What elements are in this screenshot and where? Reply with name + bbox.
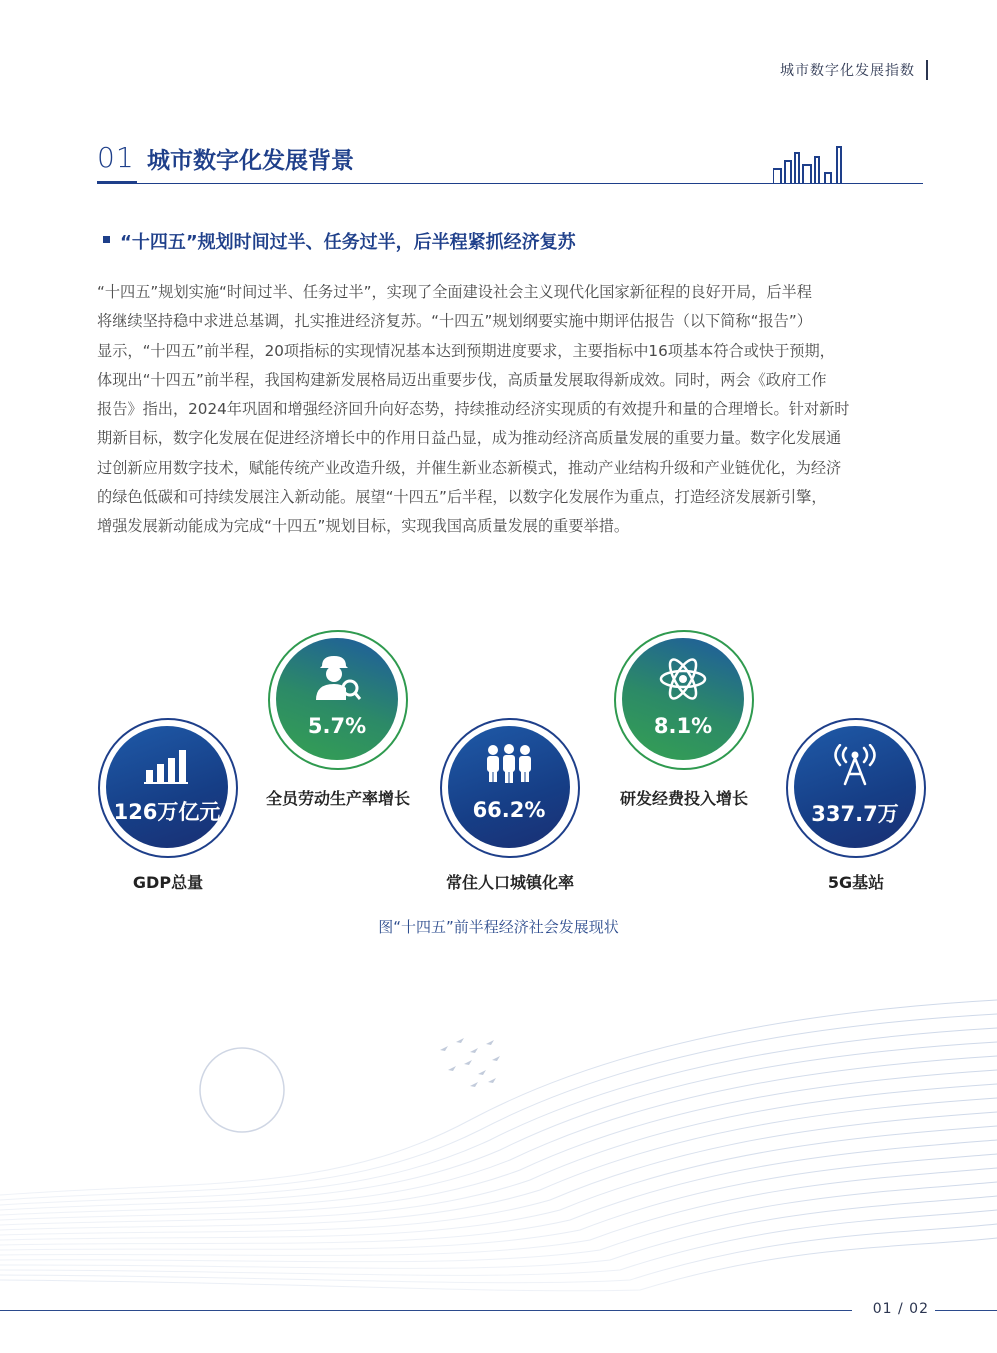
birds-icon (440, 1038, 500, 1087)
stat-value: 8.1% (653, 714, 713, 738)
paragraph-line: 体现出“十四五”前半程，我国构建新发展格局迈出重要步伐，高质量发展取得新成效。同时，两会《政府工作 (97, 370, 827, 389)
stat-value: 337.7万 (811, 802, 899, 826)
antenna-icon (831, 744, 879, 786)
paragraph-line: 的绿色低碳和可持续发展注入新动能。展望“十四五”后半程，以数字化发展作为重点，打造经济发展新引擎， (97, 488, 827, 507)
paragraph-line: 过创新应用数字技术，赋能传统产业改造升级，并催生新业态新模式，推动产业结构升级和产业链优化，为经济 (97, 458, 842, 477)
subheading: “十四五”规划时间过半、任务过半，后半程紧抓经济复苏 (120, 232, 576, 253)
sun-outline-icon (200, 1048, 284, 1132)
stat-label: 5G基站 (827, 873, 885, 892)
paragraph-line: 显示，“十四五”前半程，20项指标的实现情况基本达到预期进度要求，主要指标中16项基本符合或快于预期， (97, 341, 835, 360)
stat-label: 全员劳动生产率增长 (265, 789, 410, 808)
city-skyline-icon (773, 143, 843, 185)
stat-circle-rnd (622, 638, 744, 760)
worker-search-icon (312, 654, 362, 702)
stat-circle-5g (794, 726, 916, 848)
stat-circle-productivity (276, 638, 398, 760)
decorative-wave-background (0, 990, 997, 1310)
header-divider (926, 60, 928, 80)
stat-label: GDP总量 (132, 873, 204, 892)
figure-caption: 图“十四五”前半程经济社会发展现状 (378, 918, 619, 936)
footer-line (0, 1310, 852, 1311)
section-title: 城市数字化发展背景 (147, 148, 354, 174)
section-number: 01 (97, 141, 135, 174)
subheading-bullet (103, 236, 110, 243)
atom-icon (658, 654, 708, 704)
paragraph-line: “十四五”规划实施“时间过半、任务过半”，实现了全面建设社会主义现代化国家新征程的良好开局，后半程 (97, 283, 812, 301)
stat-value: 126万亿元 (113, 800, 221, 824)
people-group-icon (483, 744, 535, 784)
stat-label: 研发经费投入增长 (619, 789, 748, 808)
paragraph-line: 将继续坚持稳中求进总基调，扎实推进经济复苏。“十四五”规划纲要实施中期评估报告（以下简称“报告”） (97, 312, 812, 331)
stat-circle-urbanization (448, 726, 570, 848)
running-header: 城市数字化发展指数 (780, 63, 915, 79)
stat-label: 常住人口城镇化率 (445, 873, 574, 892)
stat-value: 66.2% (472, 798, 546, 822)
body-paragraph (97, 278, 927, 542)
bar-chart-icon (144, 748, 190, 784)
paragraph-line: 报告》指出，2024年巩固和增强经济回升向好态势，持续推动经济实现质的有效提升和量的合理增长。针对新时 (97, 400, 850, 419)
footer-line (935, 1310, 997, 1311)
stat-circle-gdp (106, 726, 228, 848)
paragraph-line: 期新目标，数字化发展在促进经济增长中的作用日益凸显，成为推动经济高质量发展的重要力量。数字化发展通 (97, 429, 842, 448)
paragraph-line: 增强发展新动能成为完成“十四五”规划目标，实现我国高质量发展的重要举措。 (97, 517, 630, 536)
section-underline-accent (97, 181, 137, 184)
stat-value: 5.7% (307, 714, 367, 738)
page-number: 01 / 02 (872, 1301, 929, 1317)
